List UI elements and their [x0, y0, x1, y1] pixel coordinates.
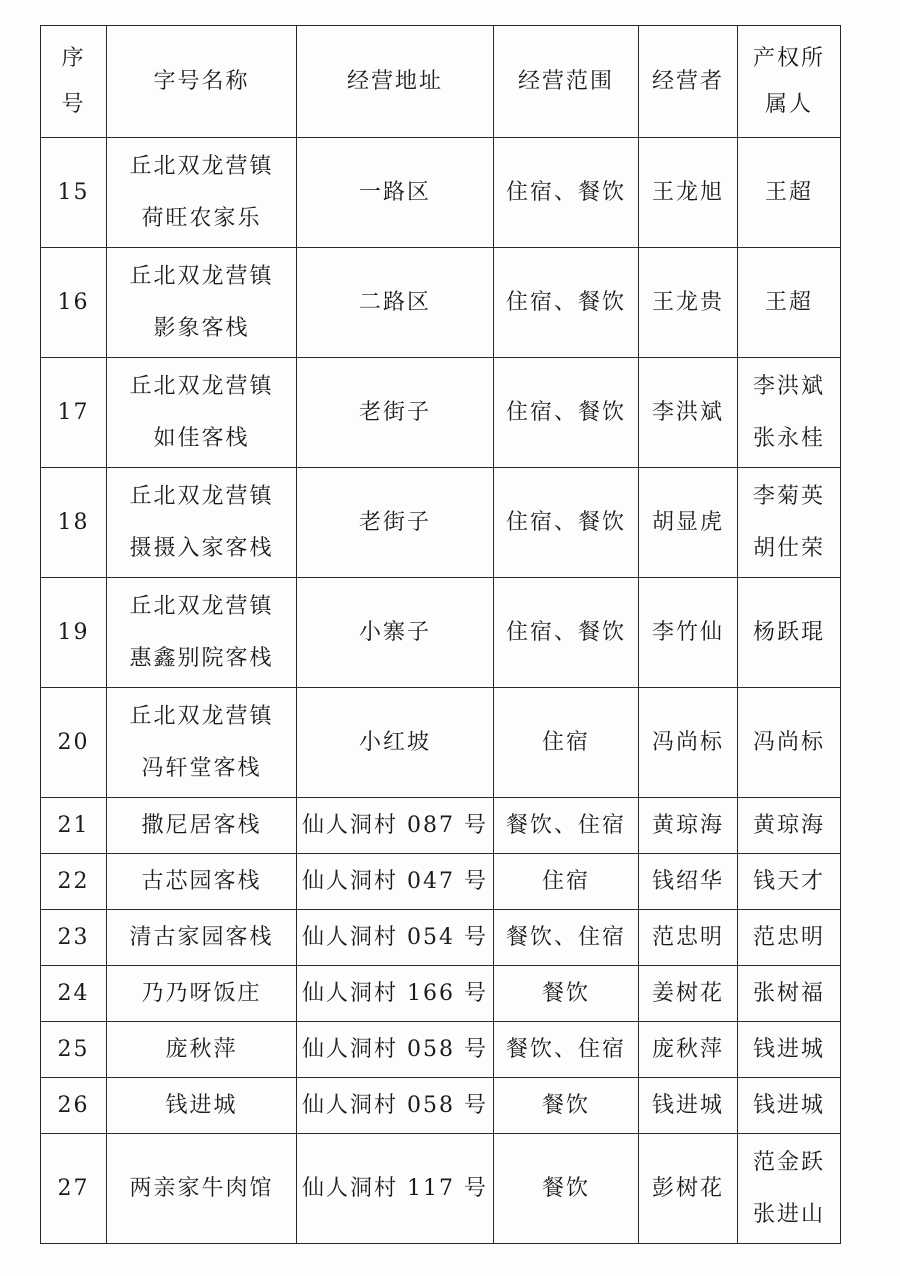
cell-no: 19	[41, 578, 107, 688]
table-row	[41, 1022, 841, 1078]
cell-name: 两亲家牛肉馆	[107, 1134, 297, 1244]
cell-owner: 李菊英 胡仕荣	[738, 468, 841, 578]
cell-operator: 姜树花	[639, 966, 738, 1022]
cell-owner: 范忠明	[738, 910, 841, 966]
table-row	[41, 910, 841, 966]
table-row	[41, 1078, 841, 1134]
header-no: 序 号	[41, 26, 107, 138]
cell-scope: 餐饮	[494, 1134, 639, 1244]
cell-owner: 钱进城	[738, 1078, 841, 1134]
cell-name: 丘北双龙营镇 惠鑫别院客栈	[107, 578, 297, 688]
cell-scope: 住宿、餐饮	[494, 358, 639, 468]
cell-no: 25	[41, 1022, 107, 1078]
cell-scope: 餐饮、住宿	[494, 910, 639, 966]
cell-scope: 餐饮、住宿	[494, 798, 639, 854]
cell-name: 清古家园客栈	[107, 910, 297, 966]
cell-address: 仙人洞村 087 号	[297, 798, 494, 854]
header-address: 经营地址	[297, 26, 494, 138]
cell-scope: 餐饮	[494, 1078, 639, 1134]
cell-no: 26	[41, 1078, 107, 1134]
cell-name: 丘北双龙营镇 影象客栈	[107, 248, 297, 358]
cell-address: 仙人洞村 054 号	[297, 910, 494, 966]
cell-operator: 王龙旭	[639, 138, 738, 248]
cell-owner: 李洪斌 张永桂	[738, 358, 841, 468]
cell-address: 小寨子	[297, 578, 494, 688]
cell-address: 仙人洞村 166 号	[297, 966, 494, 1022]
cell-no: 20	[41, 688, 107, 798]
table-header-row	[41, 26, 841, 138]
cell-name: 丘北双龙营镇 摄摄入家客栈	[107, 468, 297, 578]
table-body	[41, 138, 841, 1244]
cell-owner: 张树福	[738, 966, 841, 1022]
business-registry-table	[40, 25, 841, 1244]
cell-scope: 住宿、餐饮	[494, 578, 639, 688]
table-row	[41, 854, 841, 910]
cell-operator: 冯尚标	[639, 688, 738, 798]
cell-address: 老街子	[297, 358, 494, 468]
header-owner: 产权所 属人	[738, 26, 841, 138]
cell-address: 仙人洞村 058 号	[297, 1078, 494, 1134]
cell-name: 庞秋萍	[107, 1022, 297, 1078]
cell-scope: 住宿、餐饮	[494, 248, 639, 358]
cell-scope: 餐饮	[494, 966, 639, 1022]
cell-no: 16	[41, 248, 107, 358]
table-row	[41, 358, 841, 468]
cell-name: 撒尼居客栈	[107, 798, 297, 854]
cell-address: 仙人洞村 058 号	[297, 1022, 494, 1078]
cell-scope: 住宿、餐饮	[494, 468, 639, 578]
cell-name: 钱进城	[107, 1078, 297, 1134]
table-row	[41, 248, 841, 358]
cell-address: 小红坡	[297, 688, 494, 798]
cell-name: 丘北双龙营镇 冯轩堂客栈	[107, 688, 297, 798]
cell-no: 24	[41, 966, 107, 1022]
cell-operator: 李竹仙	[639, 578, 738, 688]
cell-no: 21	[41, 798, 107, 854]
cell-owner: 范金跃 张进山	[738, 1134, 841, 1244]
cell-scope: 餐饮、住宿	[494, 1022, 639, 1078]
table-row	[41, 138, 841, 248]
cell-name: 古芯园客栈	[107, 854, 297, 910]
cell-owner: 王超	[738, 248, 841, 358]
cell-operator: 李洪斌	[639, 358, 738, 468]
cell-operator: 王龙贵	[639, 248, 738, 358]
cell-operator: 庞秋萍	[639, 1022, 738, 1078]
header-scope: 经营范围	[494, 26, 639, 138]
cell-name: 丘北双龙营镇 荷旺农家乐	[107, 138, 297, 248]
cell-operator: 钱绍华	[639, 854, 738, 910]
cell-no: 17	[41, 358, 107, 468]
cell-no: 22	[41, 854, 107, 910]
cell-operator: 胡显虎	[639, 468, 738, 578]
cell-no: 15	[41, 138, 107, 248]
cell-operator: 彭树花	[639, 1134, 738, 1244]
cell-owner: 王超	[738, 138, 841, 248]
header-operator: 经营者	[639, 26, 738, 138]
header-name: 字号名称	[107, 26, 297, 138]
cell-address: 一路区	[297, 138, 494, 248]
cell-no: 27	[41, 1134, 107, 1244]
table-row	[41, 1134, 841, 1244]
cell-address: 二路区	[297, 248, 494, 358]
cell-scope: 住宿	[494, 854, 639, 910]
cell-no: 18	[41, 468, 107, 578]
table-row	[41, 578, 841, 688]
cell-scope: 住宿	[494, 688, 639, 798]
cell-owner: 钱进城	[738, 1022, 841, 1078]
cell-operator: 钱进城	[639, 1078, 738, 1134]
table-row	[41, 966, 841, 1022]
cell-name: 丘北双龙营镇 如佳客栈	[107, 358, 297, 468]
cell-owner: 钱天才	[738, 854, 841, 910]
cell-owner: 冯尚标	[738, 688, 841, 798]
cell-name: 乃乃呀饭庄	[107, 966, 297, 1022]
cell-no: 23	[41, 910, 107, 966]
cell-owner: 杨跃琨	[738, 578, 841, 688]
cell-operator: 范忠明	[639, 910, 738, 966]
cell-scope: 住宿、餐饮	[494, 138, 639, 248]
cell-address: 仙人洞村 117 号	[297, 1134, 494, 1244]
cell-address: 仙人洞村 047 号	[297, 854, 494, 910]
table-row	[41, 798, 841, 854]
cell-owner: 黄琼海	[738, 798, 841, 854]
table-row	[41, 688, 841, 798]
cell-address: 老街子	[297, 468, 494, 578]
cell-operator: 黄琼海	[639, 798, 738, 854]
table-row	[41, 468, 841, 578]
